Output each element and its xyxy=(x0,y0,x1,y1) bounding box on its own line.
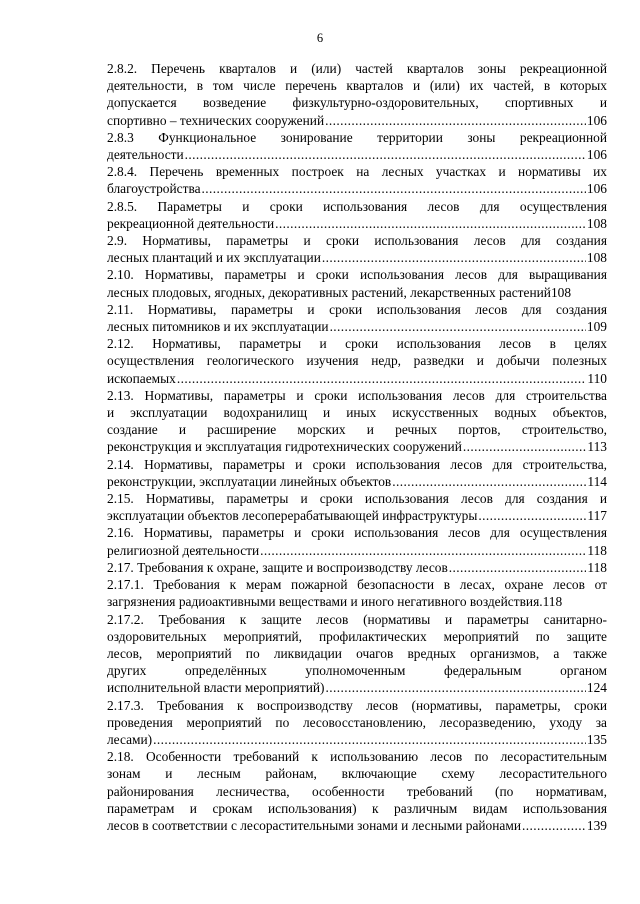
toc-entry-last-line xyxy=(107,438,607,455)
table-of-contents xyxy=(107,60,607,834)
toc-entry-text-line: параметрам и срокам использования) к различным видам использования xyxy=(107,800,607,816)
toc-page-number: 117 xyxy=(587,508,607,524)
toc-entry-text-line: загрязнения радиоактивными веществами и иного негативного воздействия. xyxy=(107,594,543,610)
toc-entry-last-line xyxy=(107,731,607,748)
toc-entry-last-line xyxy=(107,318,607,335)
toc-entry[interactable] xyxy=(107,129,607,163)
toc-entry-text-line: 2.8.3 Функциональное зонирование территории зоны рекреационной xyxy=(107,129,607,145)
toc-entry[interactable] xyxy=(107,335,607,387)
toc-page-number: 118 xyxy=(587,559,607,575)
dot-leader xyxy=(330,318,586,335)
toc-page-number: 108 xyxy=(586,250,607,266)
toc-entry-text-line: 2.11. Нормативы, параметры и сроки использования лесов для создания xyxy=(107,301,607,317)
toc-page-number: 109 xyxy=(586,319,607,335)
toc-entry-text-line: проведения мероприятий по лесовосстановлению, лесоразведению, уходу за xyxy=(107,714,607,730)
dot-leader xyxy=(449,559,587,576)
toc-entry-text-line: 2.17.3. Требования к воспроизводству лесов (нормативы, параметры, сроки xyxy=(107,697,607,713)
toc-entry-text-line: 2.12. Нормативы, параметры и сроки использования лесов в целях xyxy=(107,336,607,352)
toc-entry-text-line: 2.8.4. Перечень временных построек на лесных участках и нормативы их xyxy=(107,164,607,180)
toc-entry-text-line: религиозной деятельности xyxy=(107,542,260,558)
toc-entry-last-line xyxy=(107,507,607,524)
toc-entry-text-line: допускается возведение физкультурно-оздоровительных, спортивных и xyxy=(107,95,607,111)
toc-entry-text-line: 2.8.5. Параметры и сроки использования лесов для осуществления xyxy=(107,198,607,214)
dot-leader xyxy=(275,215,586,232)
toc-entry[interactable] xyxy=(107,524,607,558)
toc-entry[interactable] xyxy=(107,60,607,129)
toc-page-number: 106 xyxy=(586,147,607,163)
toc-entry-text-line: 2.17.2. Требования к защите лесов (нормативы и параметры санитарно- xyxy=(107,611,607,627)
toc-entry-last-line xyxy=(107,215,607,232)
toc-entry-text-line: исполнительной власти мероприятий) xyxy=(107,680,325,696)
toc-page-number: 108 xyxy=(586,215,607,231)
toc-entry[interactable] xyxy=(107,559,607,576)
toc-page-number: 139 xyxy=(586,817,607,833)
toc-page-number: 118 xyxy=(542,594,563,610)
toc-entry-text-line: и эксплуатации водохранилищ и иных искусственных водных объектов, xyxy=(107,405,607,421)
dot-leader xyxy=(392,473,586,490)
toc-entry-text-line: деятельности, в том числе перечень кварталов и (или) их частей, в которых xyxy=(107,78,607,94)
toc-entry[interactable] xyxy=(107,198,607,232)
toc-entry-last-line xyxy=(107,542,607,559)
toc-entry-text-line: районирования лесничества, особенности требований (по нормативам, xyxy=(107,783,607,799)
toc-entry-text-line: 2.15. Нормативы, параметры и сроки использования лесов для создания и xyxy=(107,491,607,507)
dot-leader xyxy=(326,679,586,696)
toc-page-number: 113 xyxy=(587,439,607,455)
dot-leader xyxy=(463,438,587,455)
dot-leader xyxy=(522,817,586,834)
dot-leader xyxy=(260,542,586,559)
toc-entry-last-line xyxy=(107,817,607,834)
dot-leader xyxy=(322,249,586,266)
toc-entry-text-line: спортивно – технических сооружений xyxy=(107,112,325,128)
toc-entry-text-line: 2.14. Нормативы, параметры и сроки использования лесов для строительства, xyxy=(107,456,607,472)
toc-page-number: 108 xyxy=(550,284,572,300)
toc-entry-text-line: реконструкция и эксплуатация гидротехнических сооружений xyxy=(107,439,462,455)
toc-entry-text-line: создание и расширение морских и речных портов, строительство, xyxy=(107,422,607,438)
dot-leader xyxy=(185,146,586,163)
toc-entry-text-line: 2.17.1. Требования к мерам пожарной безопасности в лесах, охране лесов от xyxy=(107,577,607,593)
toc-page-number: 106 xyxy=(586,181,607,197)
toc-entry-text-line: 2.10. Нормативы, параметры и сроки использования лесов для выращивания xyxy=(107,267,607,283)
toc-entry[interactable] xyxy=(107,387,607,456)
toc-entry[interactable] xyxy=(107,266,607,300)
toc-entry-text-line: лесами) xyxy=(107,731,153,747)
toc-entry-text-line: деятельности xyxy=(107,147,184,163)
toc-entry-text-line: лесных питомников и их эксплуатации xyxy=(107,319,329,335)
toc-entry-last-line xyxy=(107,180,607,197)
toc-entry-last-line xyxy=(107,679,607,696)
toc-entry-text-line: лесных плодовых, ягодных, декоративных растений, лекарственных растений xyxy=(107,284,551,300)
toc-entry[interactable] xyxy=(107,697,607,749)
toc-entry-text-line: 2.17. Требования к охране, защите и воспроизводству лесов xyxy=(107,559,448,575)
toc-page-number: 124 xyxy=(586,680,607,696)
toc-entry-text-line: эксплуатации объектов лесоперерабатывающей инфраструктуры xyxy=(107,508,478,524)
dot-leader xyxy=(153,731,586,748)
toc-entry-last-line xyxy=(107,593,607,610)
toc-entry-text-line: лесов, мероприятий по ликвидации очагов вредных организмов, а также xyxy=(107,645,607,661)
toc-page-number: 110 xyxy=(587,370,607,386)
toc-entry-text-line: благоустройства xyxy=(107,181,201,197)
toc-entry[interactable] xyxy=(107,576,607,610)
toc-entry-text-line: 2.9. Нормативы, параметры и сроки использования лесов для создания xyxy=(107,233,607,249)
toc-entry-text-line: 2.8.2. Перечень кварталов и (или) частей кварталов зоны рекреационной xyxy=(107,61,607,76)
toc-page-number: 106 xyxy=(586,112,607,128)
toc-page-number: 135 xyxy=(586,731,607,747)
toc-page-number: 114 xyxy=(587,473,607,489)
dot-leader xyxy=(177,370,587,387)
toc-entry-last-line xyxy=(107,112,607,129)
toc-entry-text-line: лесов в соответствии с лесорастительными зонами и лесными районами xyxy=(107,817,521,833)
toc-entry[interactable] xyxy=(107,301,607,335)
toc-entry-text-line: оздоровительных мероприятий, профилактических мероприятий по защите xyxy=(107,628,607,644)
toc-entry-text-line: 2.13. Нормативы, параметры и сроки использования лесов для строительства xyxy=(107,387,607,403)
toc-entry-text-line: других определённых уполномоченным федеральным органом xyxy=(107,663,607,679)
toc-entry-last-line xyxy=(107,559,607,576)
toc-entry[interactable] xyxy=(107,456,607,490)
dot-leader xyxy=(202,180,586,197)
toc-entry[interactable] xyxy=(107,163,607,197)
dot-leader xyxy=(325,112,586,129)
toc-entry-text-line: 2.18. Особенности требований к использованию лесов по лесорастительным xyxy=(107,749,607,765)
toc-entry-text-line: осуществления геологического изучения недр, разведки и добычи полезных xyxy=(107,353,607,369)
toc-entry-last-line xyxy=(107,249,607,266)
toc-entry-last-line xyxy=(107,146,607,163)
toc-entry-text-line: рекреационной деятельности xyxy=(107,215,275,231)
toc-entry[interactable] xyxy=(107,611,607,697)
toc-entry-text-line: реконструкции, эксплуатации линейных объектов xyxy=(107,473,392,489)
toc-entry[interactable] xyxy=(107,748,607,834)
toc-entry-last-line xyxy=(107,370,607,387)
toc-entry[interactable] xyxy=(107,232,607,266)
toc-entry-last-line xyxy=(107,473,607,490)
toc-entry-last-line xyxy=(107,284,607,301)
toc-page-number: 118 xyxy=(587,542,607,558)
dot-leader xyxy=(478,507,586,524)
toc-entry-text-line: лесных плантаций и их эксплуатации xyxy=(107,250,321,266)
toc-entry[interactable] xyxy=(107,490,607,524)
toc-entry-text-line: ископаемых xyxy=(107,370,176,386)
toc-entry-text-line: 2.16. Нормативы, параметры и сроки использования лесов для осуществления xyxy=(107,525,607,541)
toc-entry-text-line: зонам и лесным районам, включающие схему лесорастительного xyxy=(107,766,607,782)
page-number: 6 xyxy=(316,31,324,45)
